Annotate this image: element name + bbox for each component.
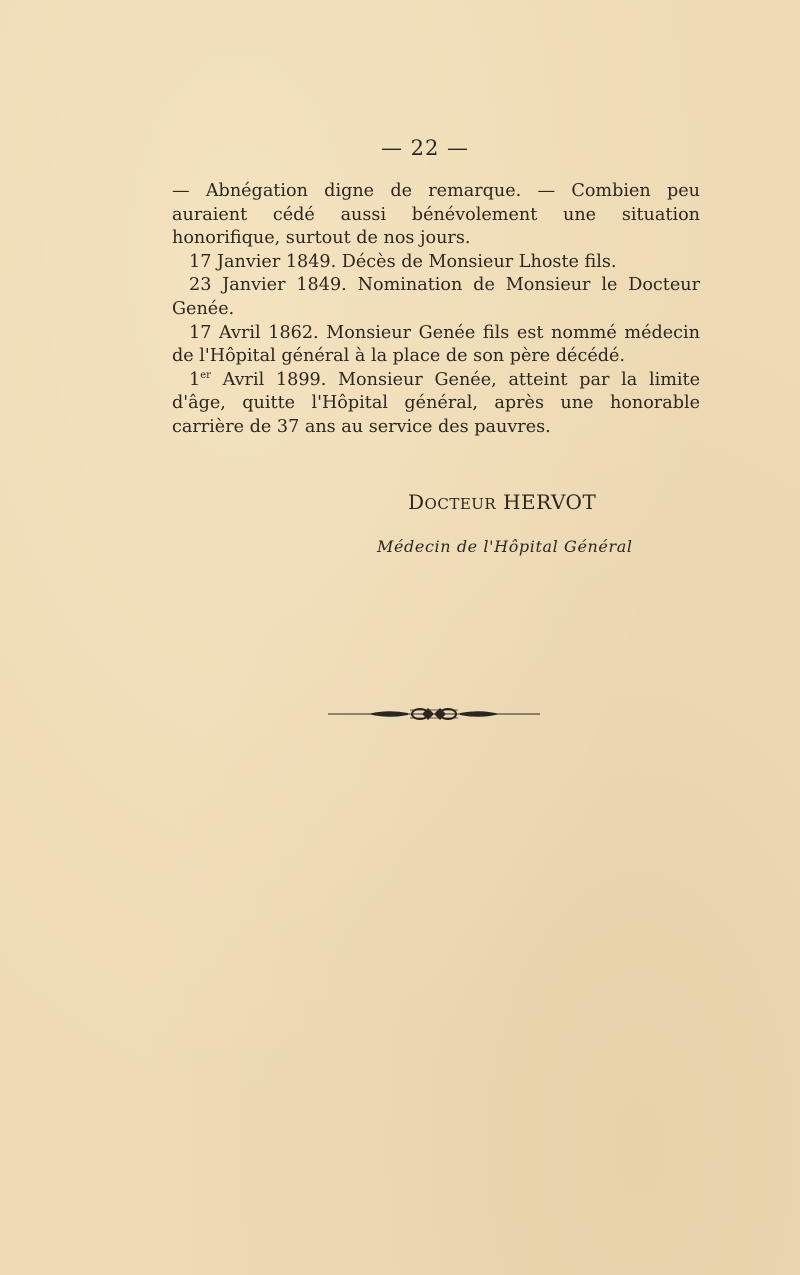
- decorative-divider-icon: [328, 703, 540, 725]
- page-number: — 22 —: [380, 136, 470, 160]
- signature-role: Médecin de l'Hôpital Général: [377, 537, 633, 556]
- signature-name: [408, 490, 596, 514]
- paragraph-lhoste-death: 17 Janvier 1849. Décès de Monsieur Lhoste fils.: [189, 251, 617, 272]
- paragraph-genee-retirement: [172, 369, 700, 440]
- signature-surname: HERVOT: [503, 490, 597, 514]
- paragraph-genee-son: 17 Avril 1862. Monsieur Genée fils est nommé médecin de l'Hôpital général à la place de son père décédé.: [172, 322, 700, 367]
- ordinal-suffix: er: [200, 369, 211, 381]
- signature-title-rest: OCTEUR: [424, 495, 497, 513]
- body-text: [172, 180, 700, 440]
- signature-title-initial: D: [408, 490, 425, 514]
- paragraph-abnegation: — Abnégation digne de remarque. — Combien peu auraient cédé aussi bénévolement une situation honorifique, surtout de nos jours.: [172, 181, 700, 249]
- retirement-text: Avril 1899. Monsieur Genée, atteint par la limite d'âge, quitte l'Hôpital général, après une honorable carrière de 37 ans au service des pauvres.: [172, 369, 700, 437]
- paragraph-genee-nomination: 23 Janvier 1849. Nomination de Monsieur le Docteur Genée.: [172, 275, 700, 319]
- ordinal-number: 1: [189, 369, 201, 390]
